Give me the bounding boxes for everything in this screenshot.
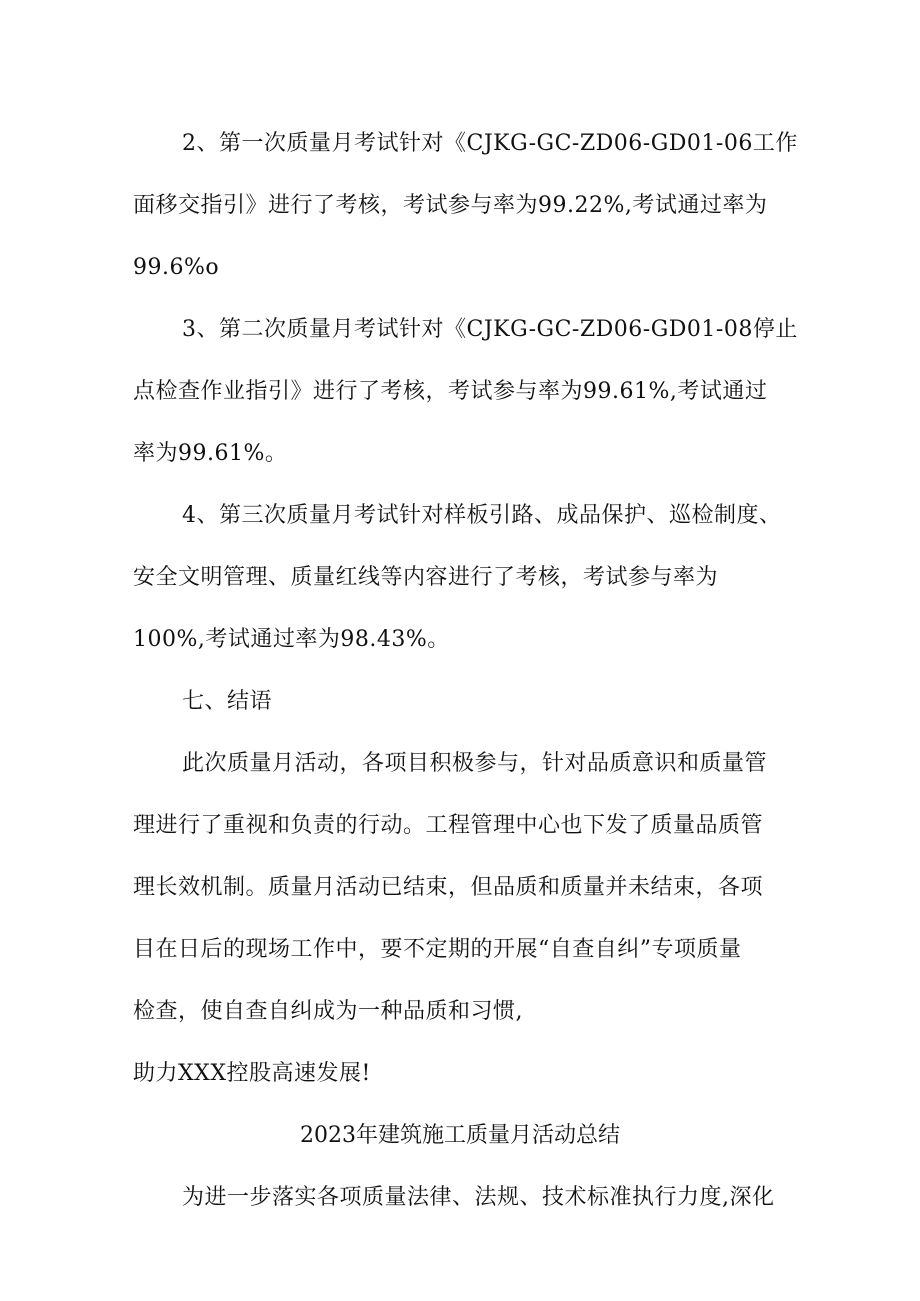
conclusion-line5: 检查，使自查自纠成为一种品质和习惯, <box>133 999 523 1024</box>
item4-line3: 100%,考试通过率为98.43%。 <box>133 627 450 652</box>
item2-line2: 面移交指引》进行了考核，考试参与率为99.22%,考试通过率为 <box>133 193 768 218</box>
item3-line2: 点检查作业指引》进行了考核，考试参与率为99.61%,考试通过 <box>133 379 768 404</box>
item3-line1: 3、第二次质量月考试针对《CJKG-GC-ZD06-GD01-08停止 <box>182 317 798 342</box>
next-intro-line1: 为进一步落实各项质量法律、法规、技术标准执行力度,深化 <box>182 1185 775 1210</box>
conclusion-line1: 此次质量月活动，各项目积极参与，针对品质意识和质量管 <box>182 751 768 776</box>
conclusion-line6: 助力XXX控股高速发展! <box>133 1061 371 1086</box>
conclusion-line4: 目在日后的现场工作中，要不定期的开展“自查自纠”专项质量 <box>133 937 742 962</box>
item4-line2: 安全文明管理、质量红线等内容进行了考核，考试参与率为 <box>133 565 719 590</box>
item2-line3: 99.6%o <box>133 255 220 280</box>
next-section-title: 2023年建筑施工质量月活动总结 <box>300 1123 620 1148</box>
item2-line1: 2、第一次质量月考试针对《CJKG-GC-ZD06-GD01-06工作 <box>182 131 798 156</box>
section7-heading: 七、结语 <box>182 689 273 714</box>
item3-line3: 率为99.61%。 <box>133 441 288 466</box>
conclusion-line2: 理进行了重视和负责的行动。工程管理中心也下发了质量品质管 <box>133 813 764 838</box>
item4-line1: 4、第三次质量月考试针对样板引路、成品保护、巡检制度、 <box>182 503 782 528</box>
conclusion-line3: 理长效机制。质量月活动已结束，但品质和质量并未结束，各项 <box>133 875 764 900</box>
